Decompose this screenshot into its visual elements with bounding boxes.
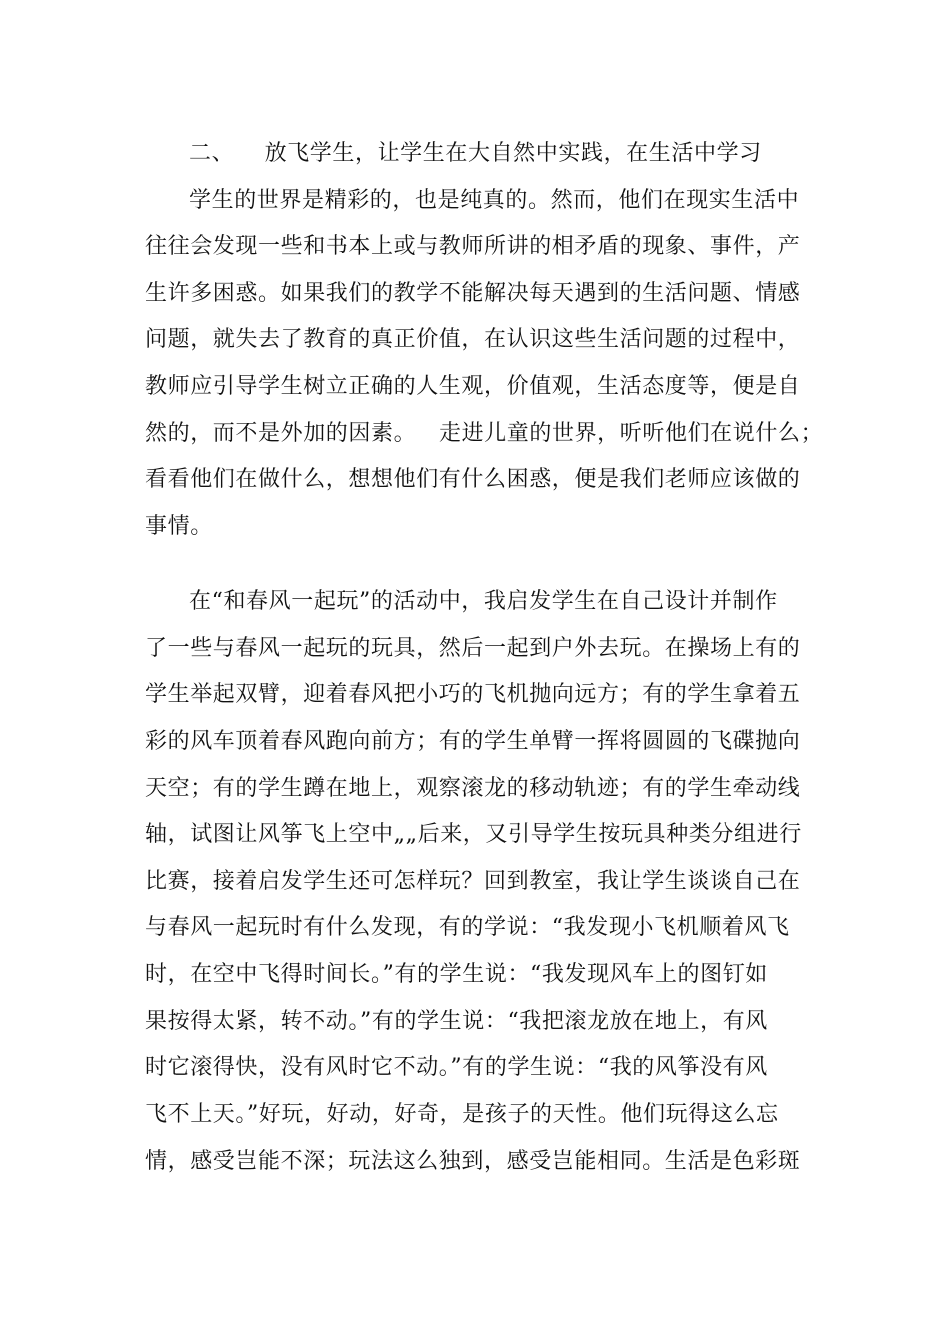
paragraph-line: 教师应引导学生树立正确的人生观，价值观，生活态度等，便是自 [145, 374, 801, 399]
paragraph-line: 时，在空中飞得时间长。”有的学生说：“我发现风车上的图钉如 [145, 962, 768, 987]
paragraph-line: 往往会发现一些和书本上或与教师所讲的相矛盾的现象、事件，产 [145, 234, 801, 259]
paragraph-line: 在“和春风一起玩”的活动中，我启发学生在自己设计并制作 [189, 589, 778, 614]
paragraph-line: 学生的世界是精彩的，也是纯真的。然而，他们在现实生活中 [189, 188, 800, 213]
paragraph-line: 学生举起双臂，迎着春风把小巧的飞机抛向远方；有的学生拿着五 [145, 682, 801, 707]
paragraph-line: 看看他们在做什么，想想他们有什么困惑，便是我们老师应该做的 [145, 467, 801, 492]
paragraph-line: 轴，试图让风筝飞上空中„„后来，又引导学生按玩具种类分组进行 [145, 822, 802, 847]
paragraph-line: 时它滚得快，没有风时它不动。”有的学生说：“我的风筝没有风 [145, 1055, 768, 1080]
paragraph-line: 彩的风车顶着春风跑向前方；有的学生单臂一挥将圆圆的飞碟抛向 [145, 729, 801, 754]
paragraph-line: 然的，而不是外加的因素。 走进儿童的世界，听听他们在说什么； [145, 421, 824, 446]
paragraph-line: 比赛，接着启发学生还可怎样玩？回到教室，我让学生谈谈自己在 [145, 869, 801, 894]
section-heading: 二、 放飞学生，让学生在大自然中实践，在生活中学习 [189, 141, 762, 166]
paragraph-line: 生许多困惑。如果我们的教学不能解决每天遇到的生活问题、情感 [145, 281, 801, 306]
paragraph-line: 问题，就失去了教育的真正价值，在认识这些生活问题的过程中， [145, 327, 801, 352]
paragraph-line: 果按得太紧，转不动。”有的学生说：“我把滚龙放在地上，有风 [145, 1009, 768, 1034]
paragraph-line: 了一些与春风一起玩的玩具，然后一起到户外去玩。在操场上有的 [145, 636, 801, 661]
paragraph-line: 情，感受岂能不深；玩法这么独到，感受岂能相同。生活是色彩斑 [145, 1149, 801, 1174]
paragraph-line: 天空；有的学生蹲在地上，观察滚龙的移动轨迹；有的学生牵动线 [145, 776, 801, 801]
paragraph-line: 事情。 [145, 514, 213, 539]
paragraph-line: 与春风一起玩时有什么发现，有的学说：“我发现小飞机顺着风飞 [145, 915, 790, 940]
paragraph-line: 飞不上天。”好玩，好动，好奇，是孩子的天性。他们玩得这么忘 [145, 1102, 779, 1127]
